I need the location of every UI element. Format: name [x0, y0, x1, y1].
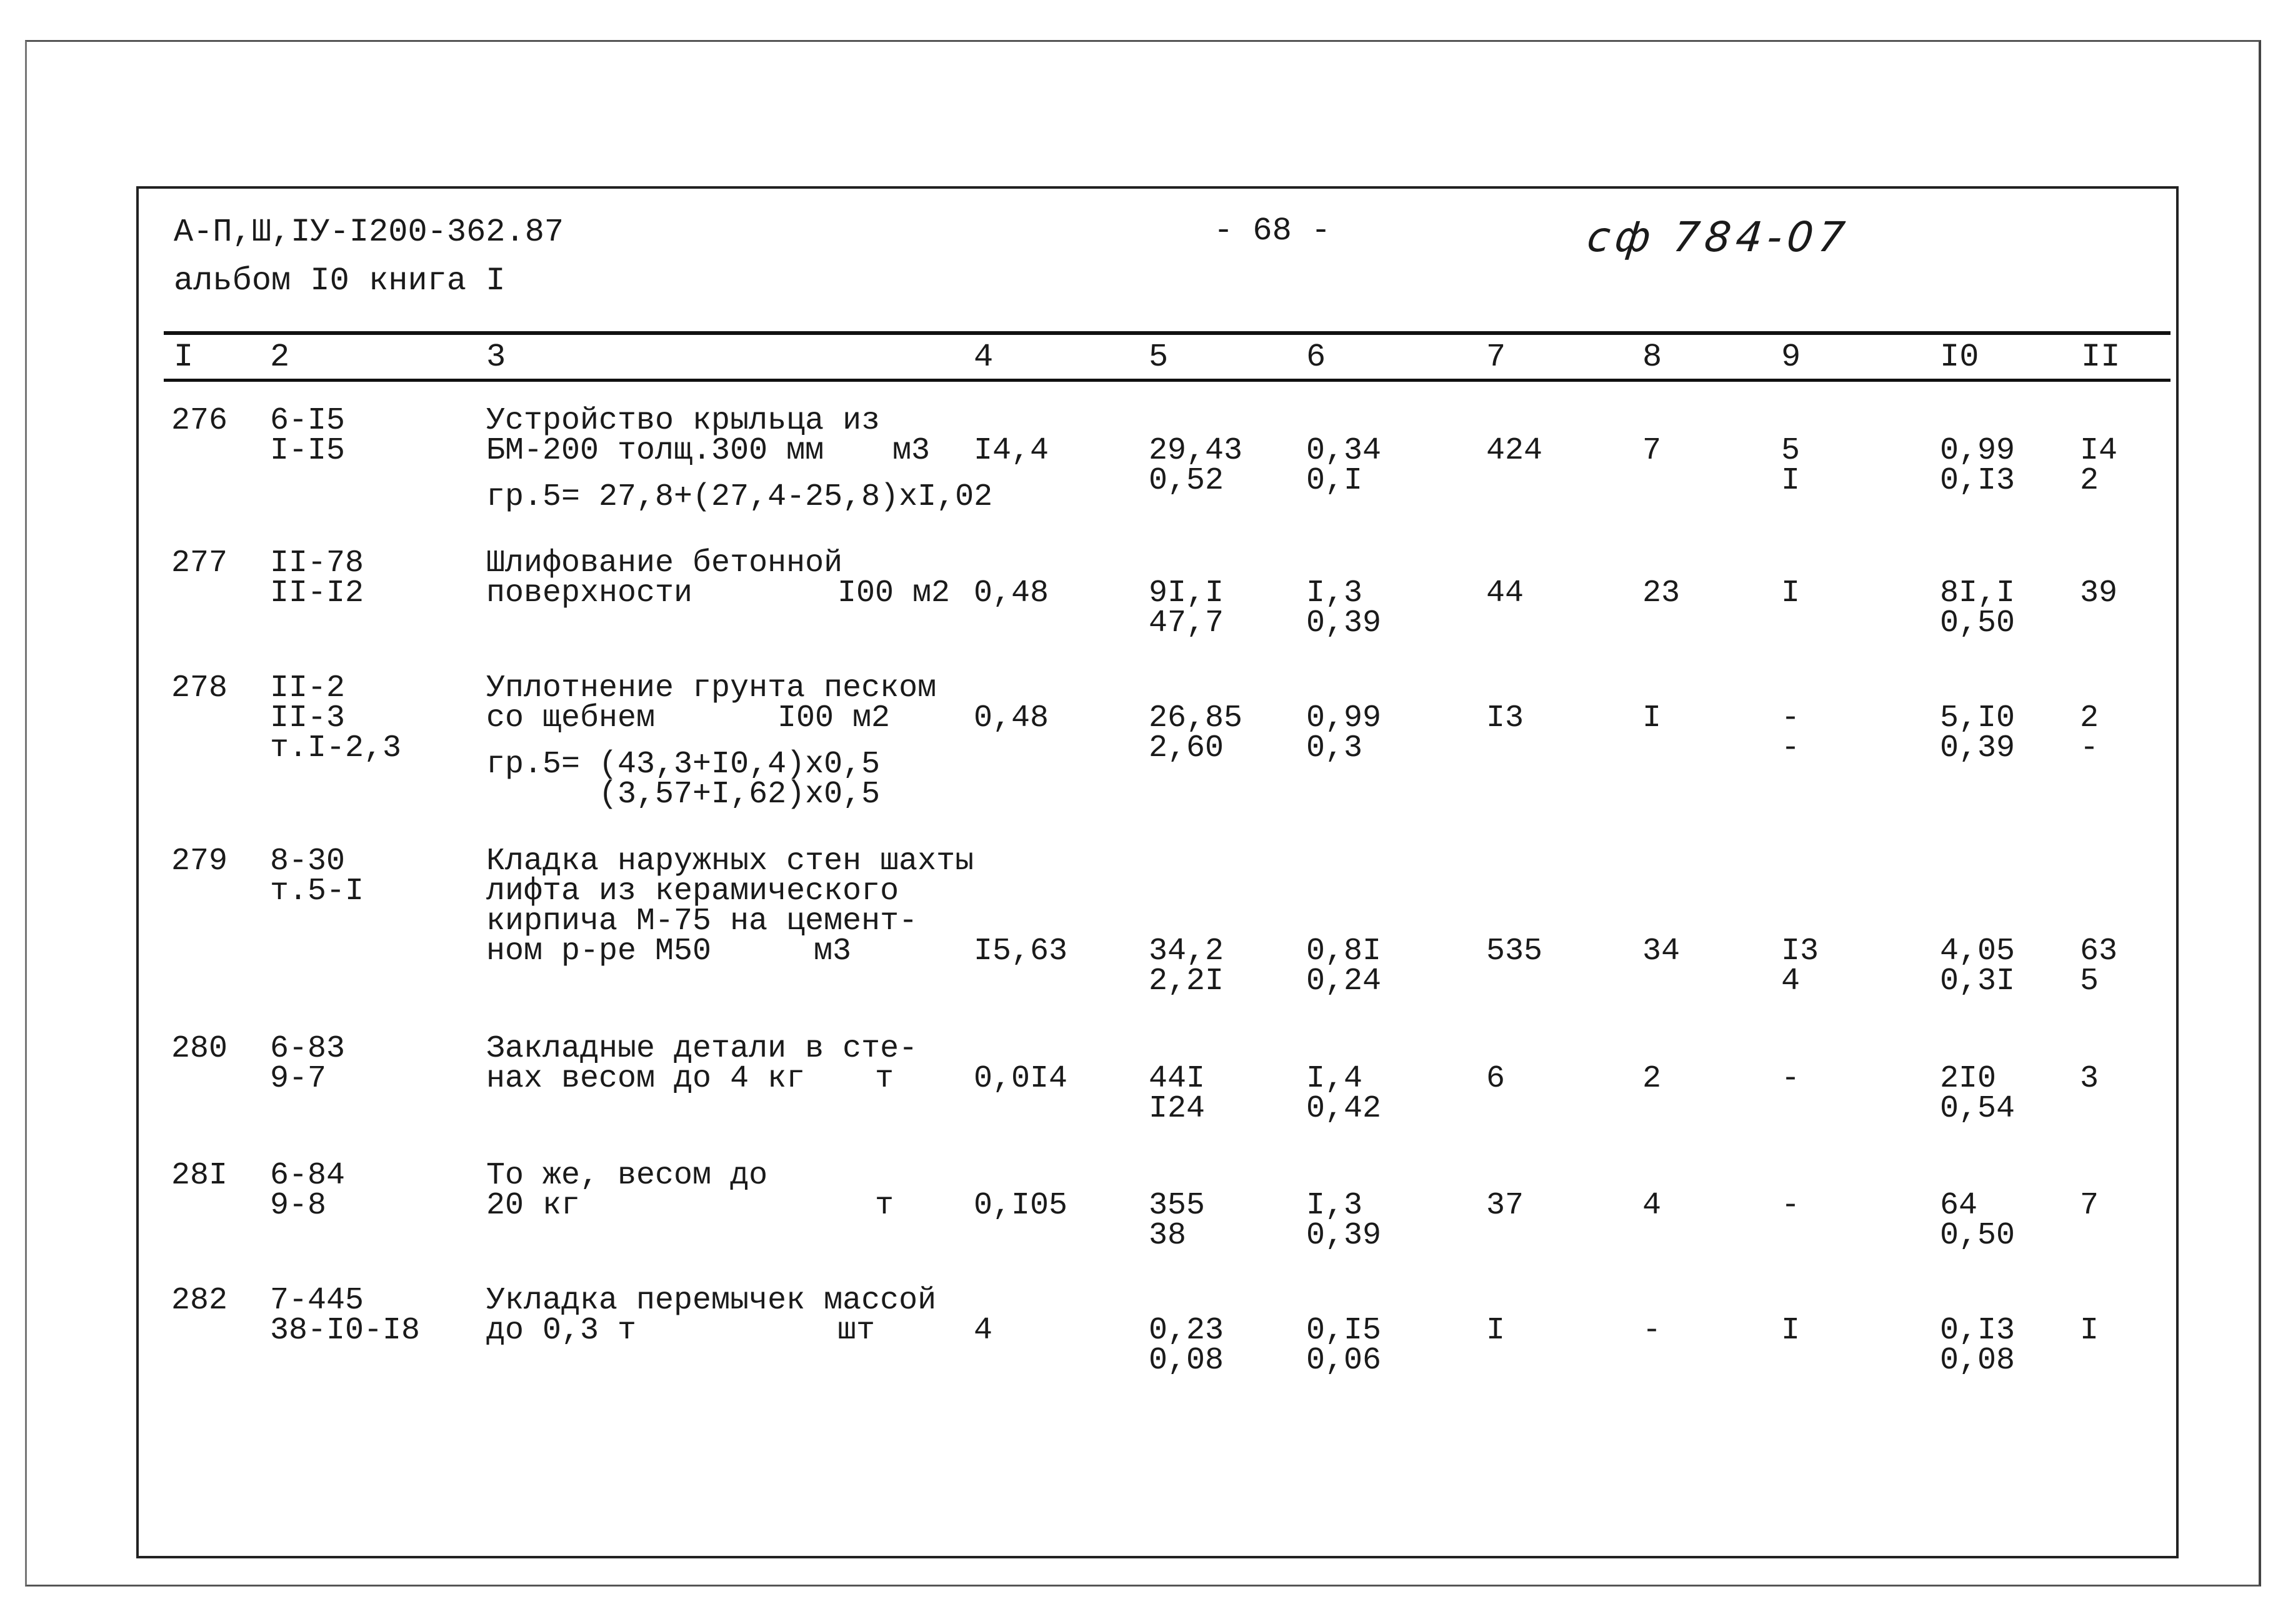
col-11-value: 2 - — [2080, 700, 2099, 766]
work-description: То же, весом до 20 кг — [486, 1158, 768, 1223]
col-11-value: I — [2080, 1313, 2099, 1348]
col-9-value: I — [1781, 575, 1801, 611]
quantity: 4 — [974, 1313, 993, 1348]
col-9-value: - - — [1781, 700, 1801, 766]
column-number: 6 — [1306, 339, 1326, 376]
column-number: I0 — [1940, 339, 1979, 376]
work-description: Устройство крыльца из БМ-200 толщ.300 мм — [486, 403, 881, 469]
column-number: 3 — [486, 339, 506, 376]
col-7-value: I3 — [1486, 700, 1524, 736]
work-description: Уплотнение грунта песком со щебнем — [486, 670, 937, 736]
column-number: 2 — [270, 339, 290, 376]
col-5-value: 34,2 2,2I — [1149, 934, 1224, 999]
column-number: 7 — [1486, 339, 1506, 376]
col-6-value: I,3 0,39 — [1306, 575, 1382, 641]
col-6-value: 0,34 0,I — [1306, 433, 1382, 499]
unit-of-measure: шт — [837, 1313, 876, 1348]
unit-of-measure: I00 м2 — [777, 700, 891, 736]
document-code: А-П,Ш,IУ-I200-362.87 — [174, 214, 564, 251]
norm-code: II-78 II-I2 — [270, 545, 364, 611]
row-number: 277 — [171, 545, 228, 581]
col-11-value: 3 — [2080, 1061, 2099, 1097]
col-11-value: I4 2 — [2080, 433, 2118, 499]
column-number: 5 — [1149, 339, 1169, 376]
col-10-value: 8I,I 0,50 — [1940, 575, 2016, 641]
col-8-value: - — [1642, 1313, 1662, 1348]
col-10-value: 0,I3 0,08 — [1940, 1313, 2016, 1378]
quantity: 0,I05 — [974, 1188, 1068, 1223]
norm-code: 8-30 т.5-I — [270, 844, 364, 909]
column-number: 8 — [1642, 339, 1662, 376]
quantity: 0,48 — [974, 700, 1049, 736]
page-number: - 68 - — [1214, 212, 1331, 249]
norm-code: 6-83 9-7 — [270, 1031, 346, 1097]
col-6-value: 0,I5 0,06 — [1306, 1313, 1382, 1378]
col-8-value: 23 — [1642, 575, 1681, 611]
col-10-value: 2I0 0,54 — [1940, 1061, 2016, 1127]
col-6-value: 0,8I 0,24 — [1306, 934, 1382, 999]
col-7-value: 37 — [1486, 1188, 1524, 1223]
column-number: II — [2081, 339, 2121, 376]
unit-of-measure: м3 — [892, 433, 931, 469]
row-number: 278 — [171, 670, 228, 706]
col-5-value: 355 38 — [1149, 1188, 1206, 1253]
col-8-value: 7 — [1642, 433, 1662, 469]
header-bottom-rule — [164, 379, 2171, 382]
column-number: 4 — [974, 339, 994, 376]
row-number: 282 — [171, 1283, 228, 1318]
col-8-value: 2 — [1642, 1061, 1662, 1097]
quantity: 0,48 — [974, 575, 1049, 611]
col-10-value: 0,99 0,I3 — [1940, 433, 2016, 499]
header-top-rule — [164, 331, 2171, 335]
col-10-value: 4,05 0,3I — [1940, 934, 2016, 999]
unit-of-measure: т — [875, 1061, 894, 1097]
col-7-value: 44 — [1486, 575, 1524, 611]
column-number: 9 — [1781, 339, 1801, 376]
norm-code: 7-445 38-I0-I8 — [270, 1283, 421, 1348]
col-8-value: 4 — [1642, 1188, 1662, 1223]
calc-formula: гр.5= (43,3+I0,4)х0,5 (3,57+I,62)х0,5 — [486, 747, 881, 812]
col-7-value: I — [1486, 1313, 1506, 1348]
row-number: 28I — [171, 1158, 228, 1193]
col-7-value: 535 — [1486, 934, 1543, 969]
calc-formula: гр.5= 27,8+(27,4-25,8)хI,02 — [486, 479, 993, 515]
work-description: Закладные детали в сте- нах весом до 4 кг — [486, 1031, 918, 1097]
col-5-value: 9I,I 47,7 — [1149, 575, 1224, 641]
col-9-value: I3 4 — [1781, 934, 1819, 999]
quantity: I4,4 — [974, 433, 1049, 469]
col-10-value: 5,I0 0,39 — [1940, 700, 2016, 766]
norm-code: 6-I5 I-I5 — [270, 403, 346, 469]
col-9-value: I — [1781, 1313, 1801, 1348]
col-9-value: - — [1781, 1061, 1801, 1097]
work-description: Шлифование бетонной поверхности — [486, 545, 843, 611]
col-8-value: I — [1642, 700, 1662, 736]
col-9-value: - — [1781, 1188, 1801, 1223]
row-number: 280 — [171, 1031, 228, 1067]
norm-code: II-2 II-3 т.I-2,3 — [270, 670, 402, 766]
col-11-value: 39 — [2080, 575, 2118, 611]
handwritten-annotation: сф 784-07 — [1585, 213, 1852, 261]
col-6-value: 0,99 0,3 — [1306, 700, 1382, 766]
col-5-value: 26,85 2,60 — [1149, 700, 1243, 766]
album-book-label: альбом I0 книга I — [174, 262, 506, 299]
col-10-value: 64 0,50 — [1940, 1188, 2016, 1253]
col-5-value: 29,43 0,52 — [1149, 433, 1243, 499]
column-number: I — [174, 339, 194, 376]
quantity: 0,0I4 — [974, 1061, 1068, 1097]
col-7-value: 424 — [1486, 433, 1543, 469]
col-11-value: 63 5 — [2080, 934, 2118, 999]
col-11-value: 7 — [2080, 1188, 2099, 1223]
col-5-value: 0,23 0,08 — [1149, 1313, 1224, 1378]
col-5-value: 44I I24 — [1149, 1061, 1206, 1127]
unit-of-measure: I00 м2 — [837, 575, 951, 611]
col-9-value: 5 I — [1781, 433, 1801, 499]
col-7-value: 6 — [1486, 1061, 1506, 1097]
col-6-value: I,3 0,39 — [1306, 1188, 1382, 1253]
row-number: 279 — [171, 844, 228, 879]
work-description: Кладка наружных стен шахты лифта из керамического кирпича М-75 на цемент- ном р-ре М50 — [486, 844, 974, 969]
col-8-value: 34 — [1642, 934, 1681, 969]
unit-of-measure: т — [875, 1188, 894, 1223]
unit-of-measure: м3 — [814, 934, 852, 969]
work-description: Укладка перемычек массой до 0,3 т — [486, 1283, 937, 1348]
norm-code: 6-84 9-8 — [270, 1158, 346, 1223]
col-6-value: I,4 0,42 — [1306, 1061, 1382, 1127]
quantity: I5,63 — [974, 934, 1068, 969]
row-number: 276 — [171, 403, 228, 439]
